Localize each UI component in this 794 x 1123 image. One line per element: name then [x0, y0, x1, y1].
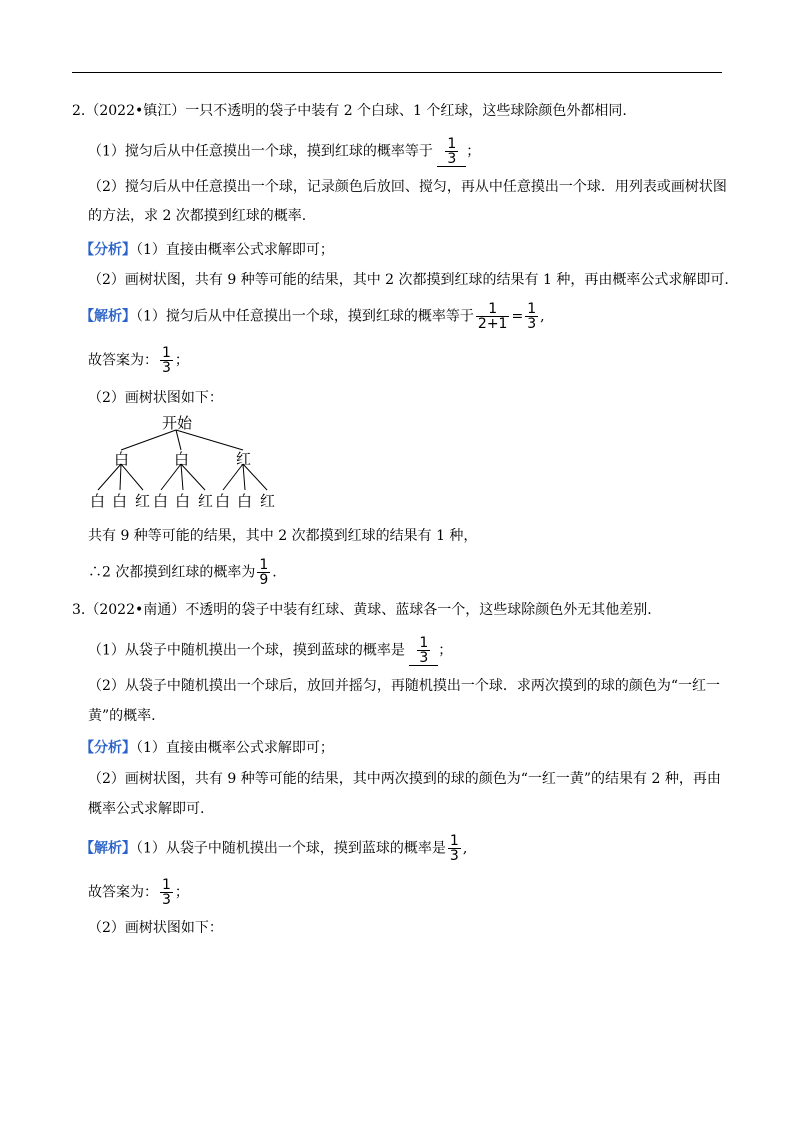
tree-leaf: 红 — [198, 492, 214, 510]
problem2-tree-intro: （2）画树状图如下： — [88, 390, 223, 406]
problem3-answer: 故答案为： $\frac{1}{3}$ ； — [88, 877, 189, 908]
fraction: $\frac{1}{2+1}$ — [477, 301, 508, 332]
problem2-q1: （1）搅匀后从中任意摸出一个球，摸到红球的概率等于 $\frac{1}{3}$ ； — [88, 136, 481, 167]
problem3-q2-line1: （2）从袋子中随机摸出一个球后，放回并摇匀，再随机摸出一个球．求两次摸到的球的颜色为“一红一 — [88, 678, 721, 694]
problem3-title: 3.（2022•南通）不透明的袋子中装有红球、黄球、蓝球各一个，这些球除颜色外无其他差别. — [72, 602, 652, 618]
tree-leaf: 白 — [90, 492, 106, 510]
problem3-q1: （1）从袋子中随机摸出一个球，摸到蓝球的概率是 $\frac{1}{3}$ ； — [88, 635, 453, 666]
tree-leaf: 红 — [135, 492, 151, 510]
problem2-solution-1: 【解析】（1）搅匀后从中任意摸出一个球，摸到红球的概率等于 $\frac{1}{2+1}$ = $\frac{1}{3}$ , — [80, 301, 545, 332]
tree-leaf: 白 — [153, 492, 169, 510]
answer-blank — [437, 137, 466, 167]
solution-tag: 【解析】 — [80, 308, 136, 325]
problem2-title: 2.（2022•镇江）一只不透明的袋子中装有 2 个白球、1 个红球，这些球除颜色外都相同. — [72, 103, 627, 119]
problem3-solution-1: 【解析】（1）从袋子中随机摸出一个球，摸到蓝球的概率是 $\frac{1}{3}$ , — [80, 833, 468, 864]
tree-leaf: 红 — [260, 492, 276, 510]
problem3-analysis-1: 【分析】（1）直接由概率公式求解即可； — [80, 740, 334, 756]
fraction: $\frac{1}{3}$ — [419, 635, 429, 666]
problem3-tree-intro: （2）画树状图如下： — [88, 920, 223, 936]
tree-leaf: 白 — [175, 492, 191, 510]
tree-level1-node: 红 — [236, 450, 252, 468]
header-rule — [72, 72, 722, 73]
tree-leaf: 白 — [237, 492, 253, 510]
analysis-tag: 【分析】 — [80, 242, 136, 258]
problem3-analysis-2-line1: （2）画树状图，共有 9 种等可能的结果，其中两次摸到的球的颜色为“一红一黄”的结果有 2 种，再由 — [88, 771, 721, 787]
tree-leaf: 白 — [112, 492, 128, 510]
problem2-analysis-2: （2）画树状图，共有 9 种等可能的结果，其中 2 次都摸到红球的结果有 1 种，再由概率公式求解即可. — [88, 272, 729, 288]
tree-diagram — [88, 414, 288, 518]
fraction: $\frac{1}{9}$ — [259, 557, 269, 588]
answer-blank — [409, 636, 438, 666]
problem2-conclusion: ∴2 次都摸到红球的概率为 $\frac{1}{9}$ . — [88, 557, 277, 588]
solution-tag: 【解析】 — [80, 840, 136, 857]
problem3-analysis-2-line2: 概率公式求解即可. — [88, 801, 205, 817]
tree-level1-node: 白 — [114, 450, 130, 468]
fraction: $\frac{1}{3}$ — [449, 833, 459, 864]
problem3-q2-line2: 黄”的概率. — [88, 708, 156, 724]
analysis-tag: 【分析】 — [80, 740, 136, 756]
problem2-q2-line2: 的方法，求 2 次都摸到红球的概率. — [88, 208, 307, 224]
tree-leaf: 白 — [215, 492, 231, 510]
problem2-q2-line1: （2）搅匀后从中任意摸出一个球，记录颜色后放回、搅匀，再从中任意摸出一个球．用列表或画树状图 — [88, 179, 727, 195]
problem2-analysis-1: 【分析】（1）直接由概率公式求解即可； — [80, 242, 334, 258]
fraction: $\frac{1}{3}$ — [527, 301, 537, 332]
fraction: $\frac{1}{3}$ — [447, 136, 457, 167]
fraction: $\frac{1}{3}$ — [162, 345, 171, 376]
tree-level1-node: 白 — [174, 450, 190, 468]
tree-root: 开始 — [162, 414, 193, 432]
problem2-answer: 故答案为： $\frac{1}{3}$ ； — [88, 345, 189, 376]
problem2-result: 共有 9 种等可能的结果，其中 2 次都摸到红球的结果有 1 种， — [88, 528, 478, 544]
fraction: $\frac{1}{3}$ — [162, 877, 171, 908]
